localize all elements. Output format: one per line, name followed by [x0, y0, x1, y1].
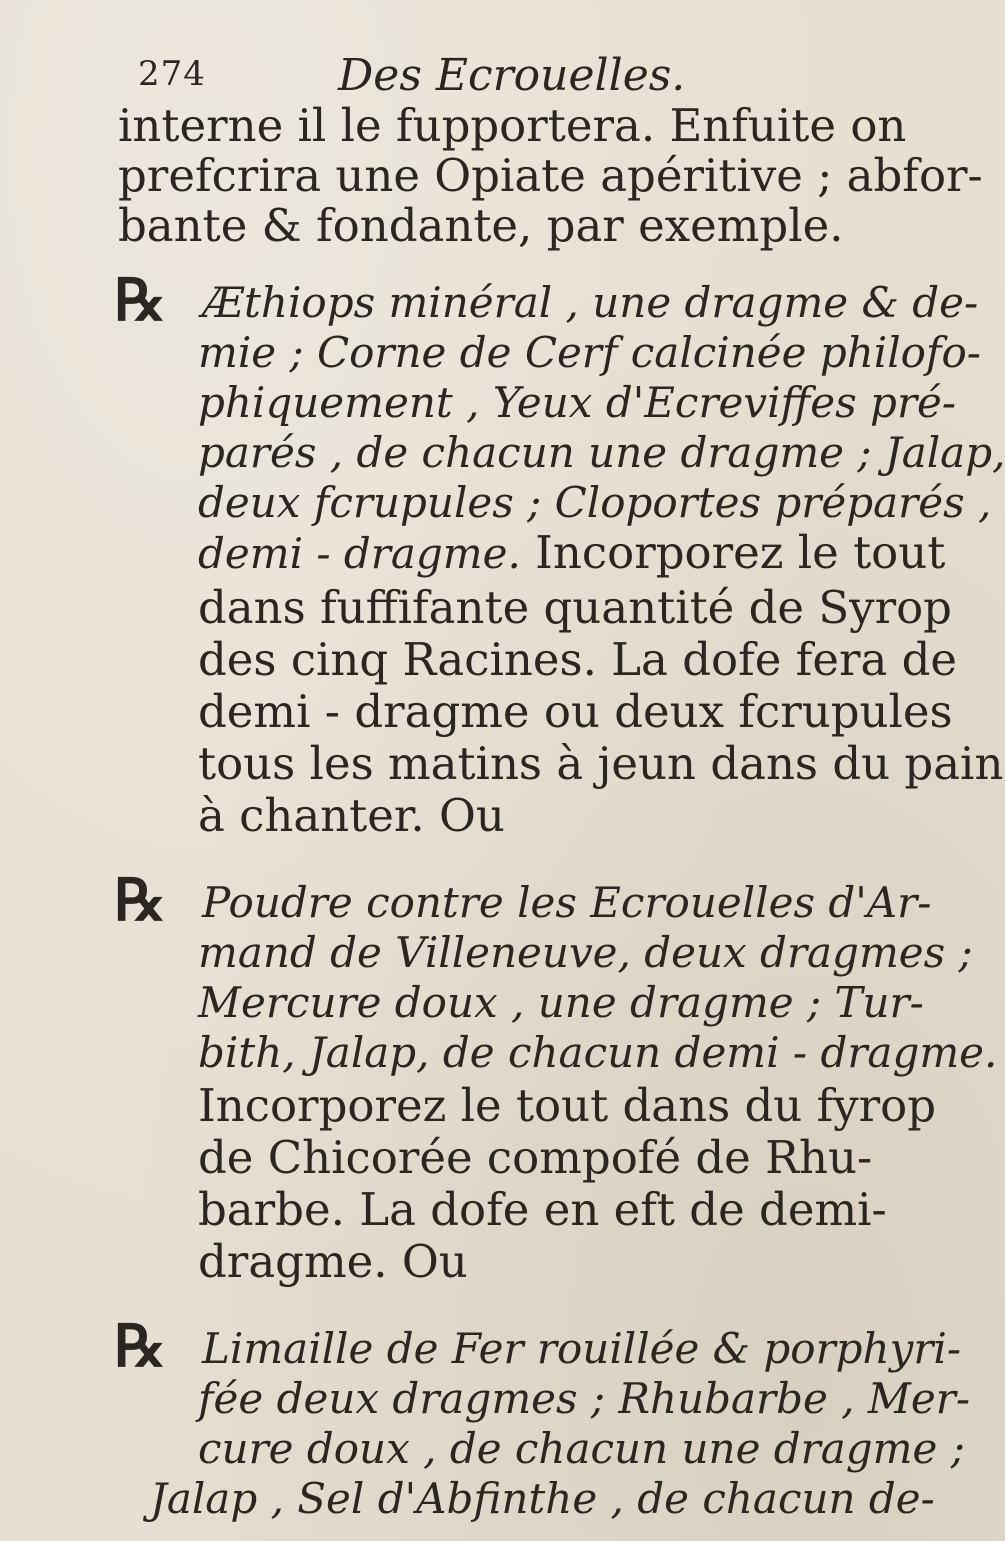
text-line: dragme. Ou	[198, 1235, 468, 1288]
running-title: Des Ecrouelles.	[338, 50, 686, 101]
text-line: prefcrira une Opiate apéritive ; abfor-	[118, 149, 983, 202]
text-line: cure doux , de chacun une dragme ;	[198, 1424, 965, 1473]
text-line: Mercure doux , une dragme ; Tur-	[198, 978, 924, 1027]
text-line: barbe. La dofe en eft de demi-	[198, 1183, 887, 1236]
text-fragment: demi - dragme.	[198, 529, 521, 578]
text-line: Jalap , Sel d'Abfinthe , de chacun de-	[150, 1474, 935, 1523]
text-line: Incorporez le tout dans du fyrop	[198, 1079, 937, 1132]
text-line: de Chicorée compofé de Rhu-	[198, 1131, 873, 1184]
page-number: 274	[138, 54, 206, 94]
text-line: fée deux dragmes ; Rhubarbe , Mer-	[198, 1374, 971, 1423]
recipe-symbol-icon: ℞	[114, 1312, 166, 1380]
recipe-symbol-icon: ℞	[114, 866, 166, 934]
text-line: deux fcrupules ; Cloportes préparés ,	[198, 478, 992, 527]
text-line: Limaille de Fer rouillée & porphyri-	[202, 1324, 962, 1373]
text-line: des cinq Racines. La dofe fera de	[198, 633, 958, 686]
text-line: mand de Villeneuve, deux dragmes ;	[198, 928, 973, 977]
text-line: bante & fondante, par exemple.	[118, 199, 844, 252]
text-line: Æthiops minéral , une dragme & de-	[202, 278, 979, 327]
text-line: dans fuffifante quantité de Syrop	[198, 581, 952, 634]
text-line: interne il le fupportera. Enfuite on	[118, 99, 907, 152]
text-line: phiquement , Yeux d'Ecreviffes pré-	[198, 378, 957, 427]
text-line: bith, Jalap, de chacun demi - dragme.	[198, 1028, 998, 1077]
text-line: à chanter. Ou	[198, 789, 505, 842]
text-fragment: Incorporez le tout	[535, 526, 946, 579]
recipe-symbol-icon: ℞	[114, 266, 166, 334]
text-line: tous les matins à jeun dans du pain	[198, 737, 1004, 790]
text-line: parés , de chacun une dragme ; Jalap,	[198, 428, 1005, 477]
text-line: mie ; Corne de Cerf calcinée philofo-	[198, 328, 981, 377]
text-line: Poudre contre les Ecrouelles d'Ar-	[202, 878, 932, 927]
text-line: demi - dragme ou deux fcrupules	[198, 685, 953, 738]
page-header	[120, 52, 760, 102]
text-line	[198, 527, 945, 580]
